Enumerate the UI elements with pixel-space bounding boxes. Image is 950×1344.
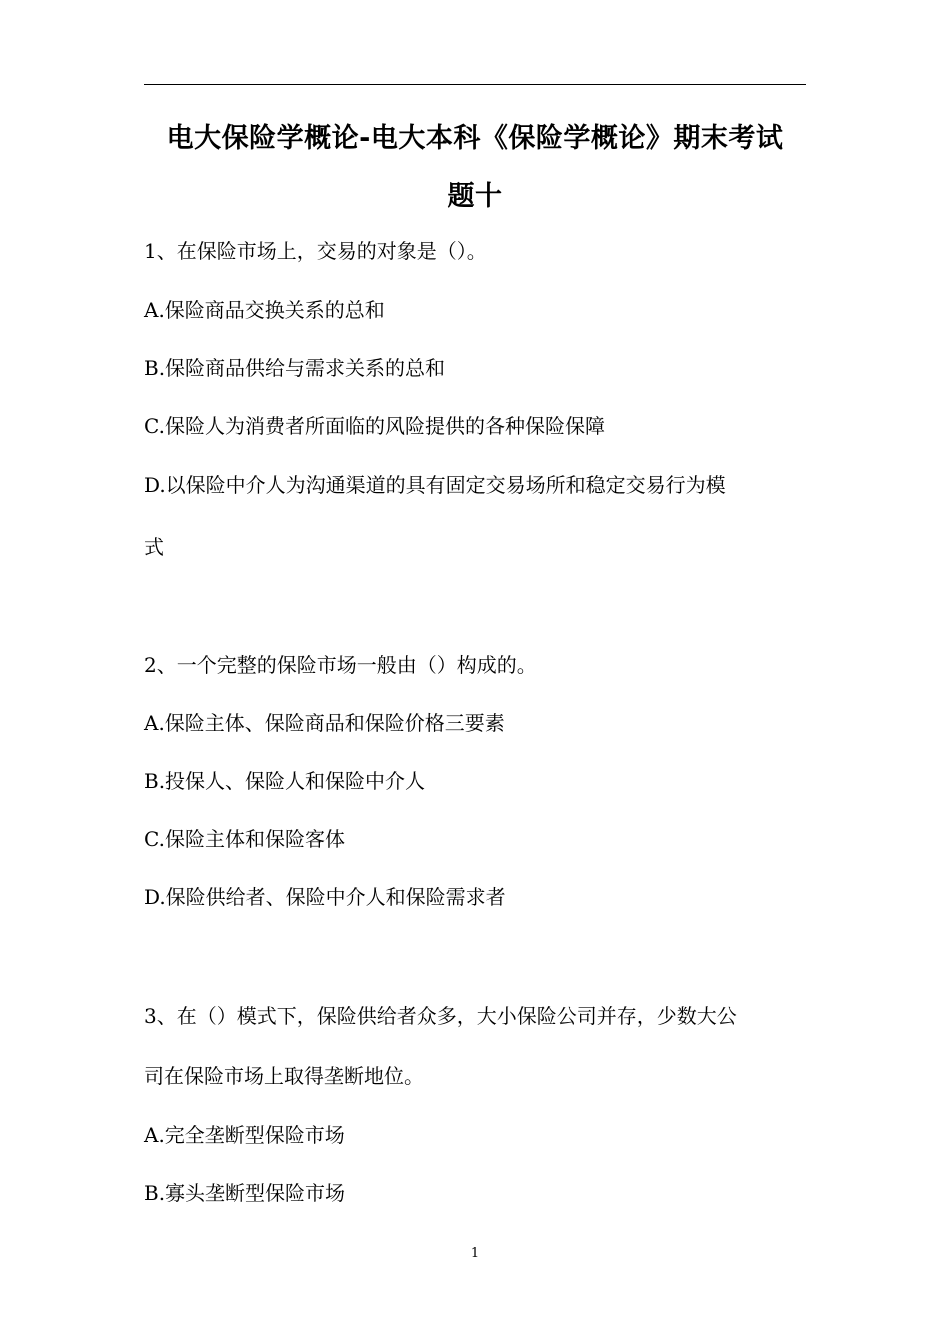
question-1-option-a: A.保险商品交换关系的总和 bbox=[144, 298, 385, 322]
page-number: 1 bbox=[470, 1246, 480, 1261]
question-3-stem: 3、在（）模式下，保险供给者众多，大小保险公司并存，少数大公 bbox=[144, 1004, 737, 1028]
header-rule bbox=[144, 84, 806, 85]
question-1-stem: 1、在保险市场上，交易的对象是（）。 bbox=[144, 239, 487, 263]
question-1-option-d-continued: 式 bbox=[144, 535, 164, 559]
document-title-line-1: 电大保险学概论-电大本科《保险学概论》期末考试 bbox=[166, 123, 784, 154]
question-2-option-d: D.保险供给者、保险中介人和保险需求者 bbox=[144, 885, 506, 909]
question-1-option-d: D.以保险中介人为沟通渠道的具有固定交易场所和稳定交易行为模 bbox=[144, 473, 726, 497]
question-3-option-a: A.完全垄断型保险市场 bbox=[144, 1123, 345, 1147]
question-3-stem-continued: 司在保险市场上取得垄断地位。 bbox=[144, 1064, 424, 1088]
question-2-option-a: A.保险主体、保险商品和保险价格三要素 bbox=[144, 711, 505, 735]
question-2-stem: 2、一个完整的保险市场一般由（）构成的。 bbox=[144, 653, 537, 677]
question-2-option-b: B.投保人、保险人和保险中介人 bbox=[144, 769, 426, 793]
question-2-option-c: C.保险主体和保险客体 bbox=[144, 827, 345, 851]
question-1-option-c: C.保险人为消费者所面临的风险提供的各种保险保障 bbox=[144, 414, 605, 438]
document-title-line-2: 题十 bbox=[447, 181, 503, 212]
question-1-option-b: B.保险商品供给与需求关系的总和 bbox=[144, 356, 446, 380]
question-3-option-b: B.寡头垄断型保险市场 bbox=[144, 1181, 346, 1205]
